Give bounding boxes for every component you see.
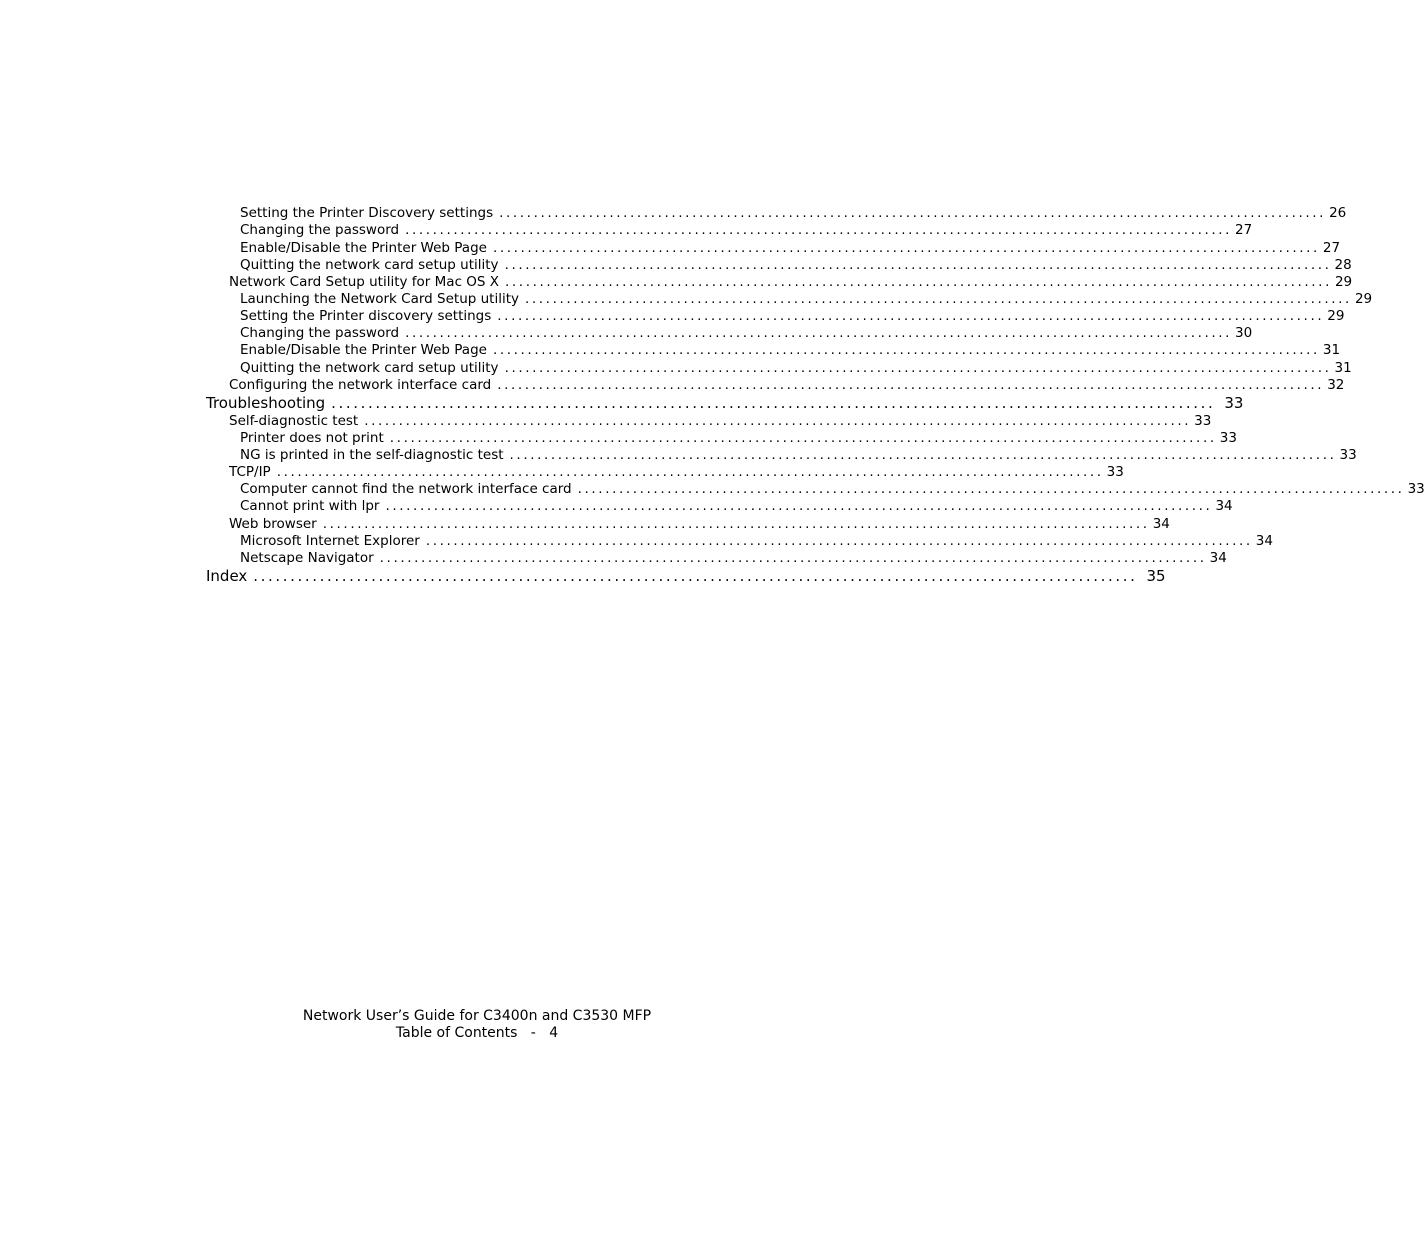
- toc-page-number: 32: [1327, 377, 1345, 393]
- toc-leader-dots: ........................................................................................................................: [253, 567, 1138, 585]
- toc-entry[interactable]: [240, 239, 1341, 257]
- toc-page-number: 33: [1224, 394, 1244, 412]
- toc-page-number: 34: [1152, 516, 1170, 532]
- toc-entry[interactable]: [240, 324, 1253, 342]
- toc-chapter-entry[interactable]: [206, 393, 1244, 413]
- toc-leader-dots: ........................................................................................................................: [504, 257, 1332, 273]
- toc-leader-dots: ........................................................................................................................: [497, 377, 1325, 393]
- toc-page-number: 33: [1339, 447, 1357, 463]
- toc-page-number: 29: [1354, 291, 1373, 307]
- page-footer: [0, 1008, 954, 1042]
- toc-entry-title: Troubleshooting: [206, 394, 326, 412]
- toc-entry-title: Enable/Disable the Printer Web Page: [240, 342, 487, 358]
- toc-entry-title: Setting the Printer discovery settings: [240, 308, 492, 324]
- toc-entry-title: Network Card Setup utility for Mac OS X: [229, 274, 500, 290]
- toc-entry-title: NG is printed in the self-diagnostic test: [240, 447, 504, 463]
- toc-entry[interactable]: [240, 221, 1253, 239]
- toc-entry-title: Cannot print with lpr: [240, 498, 380, 514]
- toc-entry[interactable]: [229, 463, 1124, 481]
- toc-leader-dots: ........................................................................................................................: [405, 325, 1233, 341]
- toc-entry[interactable]: [240, 256, 1352, 274]
- footer-document-title: Network User’s Guide for C3400n and C3530 MFP: [302, 1008, 652, 1024]
- toc-entry[interactable]: [229, 515, 1170, 533]
- toc-leader-dots: ........................................................................................................................: [385, 498, 1213, 514]
- toc-page-number: 33: [1407, 481, 1425, 497]
- toc-leader-dots: ........................................................................................................................: [379, 550, 1207, 566]
- toc-entry[interactable]: [240, 204, 1347, 222]
- toc-leader-dots: ........................................................................................................................: [505, 274, 1332, 290]
- toc-entry-title: Microsoft Internet Explorer: [240, 533, 420, 549]
- toc-page-number: 27: [1322, 240, 1341, 256]
- toc-entry-title: Web browser: [229, 516, 317, 532]
- toc-page-number: 34: [1215, 498, 1233, 514]
- toc-entry-title: Changing the password: [240, 222, 400, 238]
- footer-section-page: Table of Contents - 4: [395, 1025, 559, 1041]
- toc-leader-dots: ........................................................................................................................: [405, 222, 1233, 238]
- toc-leader-dots: ........................................................................................................................: [492, 240, 1320, 256]
- toc-page-number: 28: [1334, 257, 1352, 273]
- toc-leader-dots: ........................................................................................................................: [509, 447, 1337, 463]
- toc-page-number: 31: [1322, 342, 1341, 358]
- toc-entry[interactable]: [240, 532, 1273, 550]
- toc-entry-title: Setting the Printer Discovery settings: [240, 205, 494, 221]
- toc-page-number: 35: [1146, 567, 1166, 585]
- toc-page-number: 26: [1329, 205, 1347, 221]
- toc-page-number: 33: [1219, 430, 1237, 446]
- toc-leader-dots: ........................................................................................................................: [389, 430, 1217, 446]
- toc-page-number: 29: [1334, 274, 1353, 290]
- toc-entry[interactable]: [240, 341, 1341, 359]
- toc-entry-title: Computer cannot find the network interface card: [240, 481, 572, 497]
- toc-entry-title: Self-diagnostic test: [229, 413, 359, 429]
- toc-entry[interactable]: [240, 290, 1373, 308]
- toc-entry[interactable]: [240, 359, 1352, 377]
- toc-leader-dots: ........................................................................................................................: [525, 291, 1352, 307]
- toc-entry-title: Configuring the network interface card: [229, 377, 492, 393]
- toc-leader-dots: ........................................................................................................................: [364, 413, 1192, 429]
- toc-entry-title: Quitting the network card setup utility: [240, 360, 499, 376]
- toc-entry[interactable]: [240, 480, 1425, 498]
- toc-entry[interactable]: [229, 376, 1345, 394]
- toc-leader-dots: ........................................................................................................................: [322, 516, 1150, 532]
- toc-leader-dots: ........................................................................................................................: [504, 360, 1332, 376]
- toc-entry-title: Changing the password: [240, 325, 400, 341]
- toc-entry-title: Launching the Network Card Setup utility: [240, 291, 519, 307]
- toc-page-number: 34: [1209, 550, 1227, 566]
- toc-leader-dots: ........................................................................................................................: [276, 464, 1104, 480]
- toc-entry-title: Index: [206, 567, 248, 585]
- toc-entry[interactable]: [229, 273, 1353, 291]
- toc-page-number: 29: [1327, 308, 1345, 324]
- toc-leader-dots: ........................................................................................................................: [492, 342, 1320, 358]
- toc-leader-dots: ........................................................................................................................: [425, 533, 1253, 549]
- toc-page-number: 27: [1235, 222, 1253, 238]
- toc-entry[interactable]: [240, 446, 1357, 464]
- toc-entry[interactable]: [240, 307, 1345, 325]
- toc-page-number: 33: [1194, 413, 1212, 429]
- toc-entry[interactable]: [229, 412, 1212, 430]
- toc-page-number: 34: [1255, 533, 1273, 549]
- toc-entry-title: Netscape Navigator: [240, 550, 374, 566]
- toc-leader-dots: ........................................................................................................................: [497, 308, 1325, 324]
- toc-page-number: 33: [1106, 464, 1124, 480]
- toc-leader-dots: ........................................................................................................................: [577, 481, 1405, 497]
- toc-entry[interactable]: [240, 497, 1233, 515]
- toc-page-number: 30: [1235, 325, 1253, 341]
- toc-entry-title: TCP/IP: [229, 464, 271, 480]
- toc-page-number: 31: [1334, 360, 1352, 376]
- toc-entry[interactable]: [240, 429, 1237, 447]
- toc-entry[interactable]: [240, 549, 1227, 567]
- toc-chapter-entry[interactable]: [206, 566, 1166, 586]
- toc-entry-title: Printer does not print: [240, 430, 384, 446]
- toc-leader-dots: ........................................................................................................................: [331, 394, 1216, 412]
- table-of-contents: [0, 0, 1425, 600]
- toc-entry-title: Quitting the network card setup utility: [240, 257, 499, 273]
- toc-entry-title: Enable/Disable the Printer Web Page: [240, 240, 487, 256]
- toc-leader-dots: ........................................................................................................................: [499, 205, 1327, 221]
